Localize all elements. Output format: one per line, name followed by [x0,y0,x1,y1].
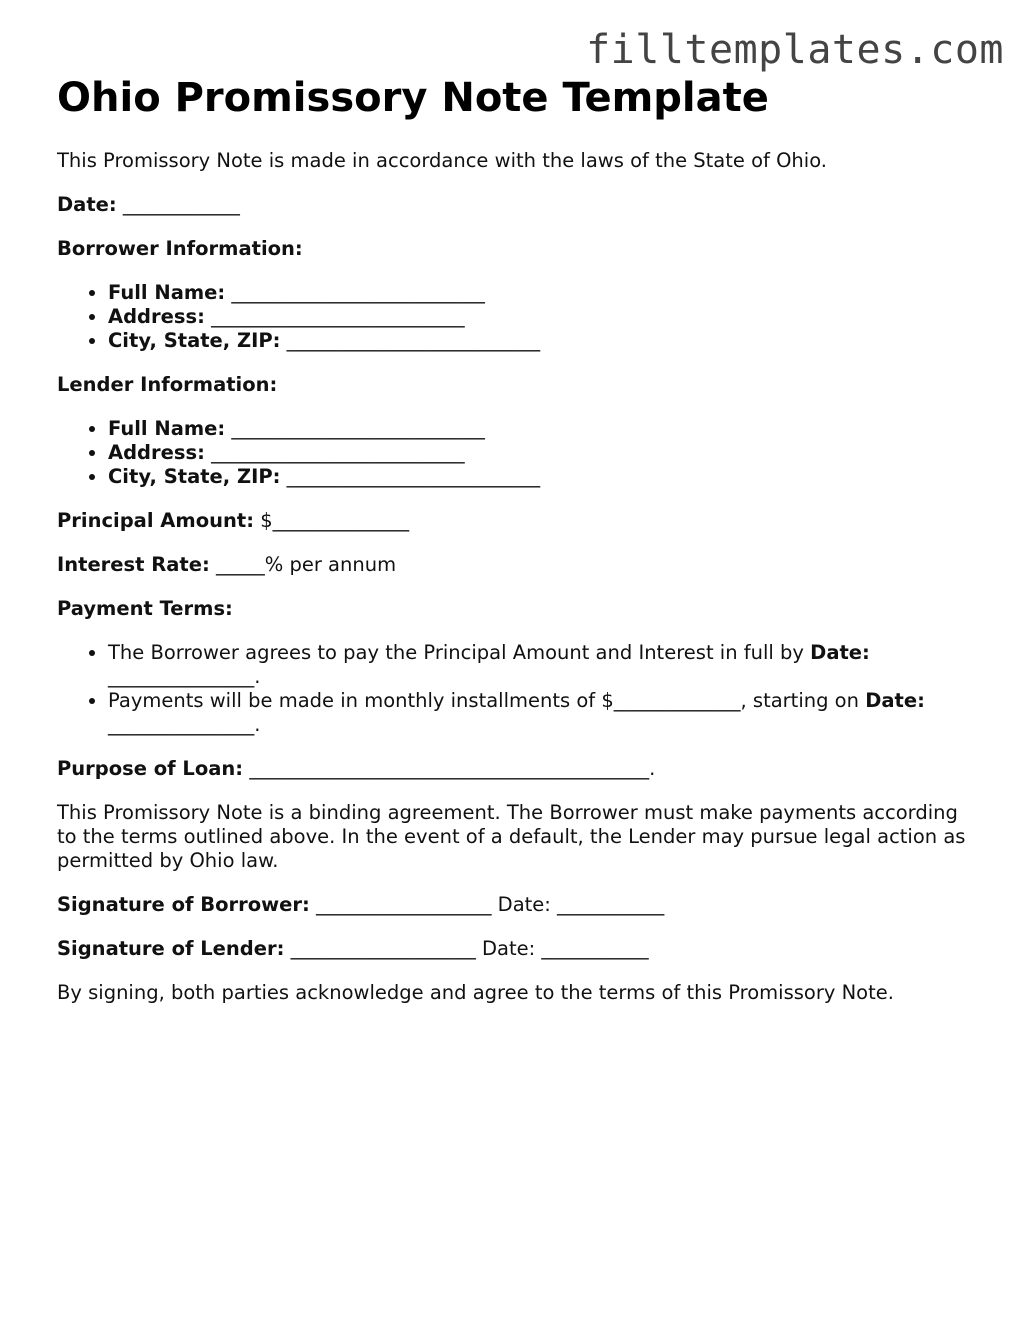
lender-signature-blank: ___________________ Date: ___________ [290,937,649,960]
purpose-blank: _________________________________________. [249,757,656,780]
date-label: Date: [57,193,117,216]
date-blank: ____________ [122,193,240,216]
borrower-signature-blank: __________________ Date: ___________ [315,893,665,916]
field-blank: __________________________ [286,329,541,352]
field-label: Address: [108,441,205,464]
field-blank: __________________________ [211,441,465,464]
term-text: Payments will be made in monthly installments of $_____________, starting on [108,689,859,712]
payment-terms-list [57,641,977,737]
date-line [57,193,977,217]
borrower-signature-label: Signature of Borrower: [57,893,310,916]
list-item [108,689,977,737]
field-blank: __________________________ [211,305,465,328]
list-item [108,329,977,353]
field-label: Full Name: [108,417,226,440]
field-blank: __________________________ [286,465,541,488]
term-date-label: Date: [865,689,925,712]
list-item [108,465,977,489]
binding-paragraph: This Promissory Note is a binding agreement. The Borrower must make payments according to the terms outlined above. In the event of a default, the Lender may pursue legal action as permitted by Ohio law. [57,801,966,872]
principal-label: Principal Amount: [57,509,254,532]
borrower-heading: Borrower Information: [57,237,303,260]
purpose-line [57,757,977,781]
field-label: City, State, ZIP: [108,329,281,352]
intro-text: This Promissory Note is made in accordance with the laws of the State of Ohio. [57,149,827,172]
lender-signature-line [57,937,977,961]
watermark: filltemplates.com [586,27,1004,73]
field-blank: __________________________ [231,281,485,304]
interest-label: Interest Rate: [57,553,210,576]
list-item [108,305,977,329]
document-page [57,72,977,1005]
term-blank: _______________. [108,665,261,688]
lender-heading: Lender Information: [57,373,278,396]
list-item [108,417,977,441]
list-item [108,441,977,465]
list-item [108,641,977,689]
term-text: The Borrower agrees to pay the Principal Amount and Interest in full by [108,641,804,664]
interest-line [57,553,977,577]
principal-line [57,509,977,533]
term-blank: _______________. [108,713,261,736]
interest-blank: _____% per annum [215,553,397,576]
list-item [108,281,977,305]
payment-terms-heading: Payment Terms: [57,597,233,620]
document-title: Ohio Promissory Note Template [57,75,769,121]
field-label: City, State, ZIP: [108,465,281,488]
closing-text: By signing, both parties acknowledge and agree to the terms of this Promissory Note. [57,981,894,1004]
field-label: Full Name: [108,281,226,304]
lender-list [57,417,977,489]
field-label: Address: [108,305,205,328]
field-blank: __________________________ [231,417,485,440]
borrower-list [57,281,977,353]
term-date-label: Date: [810,641,870,664]
borrower-signature-line [57,893,977,917]
principal-blank: $______________ [260,509,410,532]
lender-signature-label: Signature of Lender: [57,937,285,960]
purpose-label: Purpose of Loan: [57,757,244,780]
